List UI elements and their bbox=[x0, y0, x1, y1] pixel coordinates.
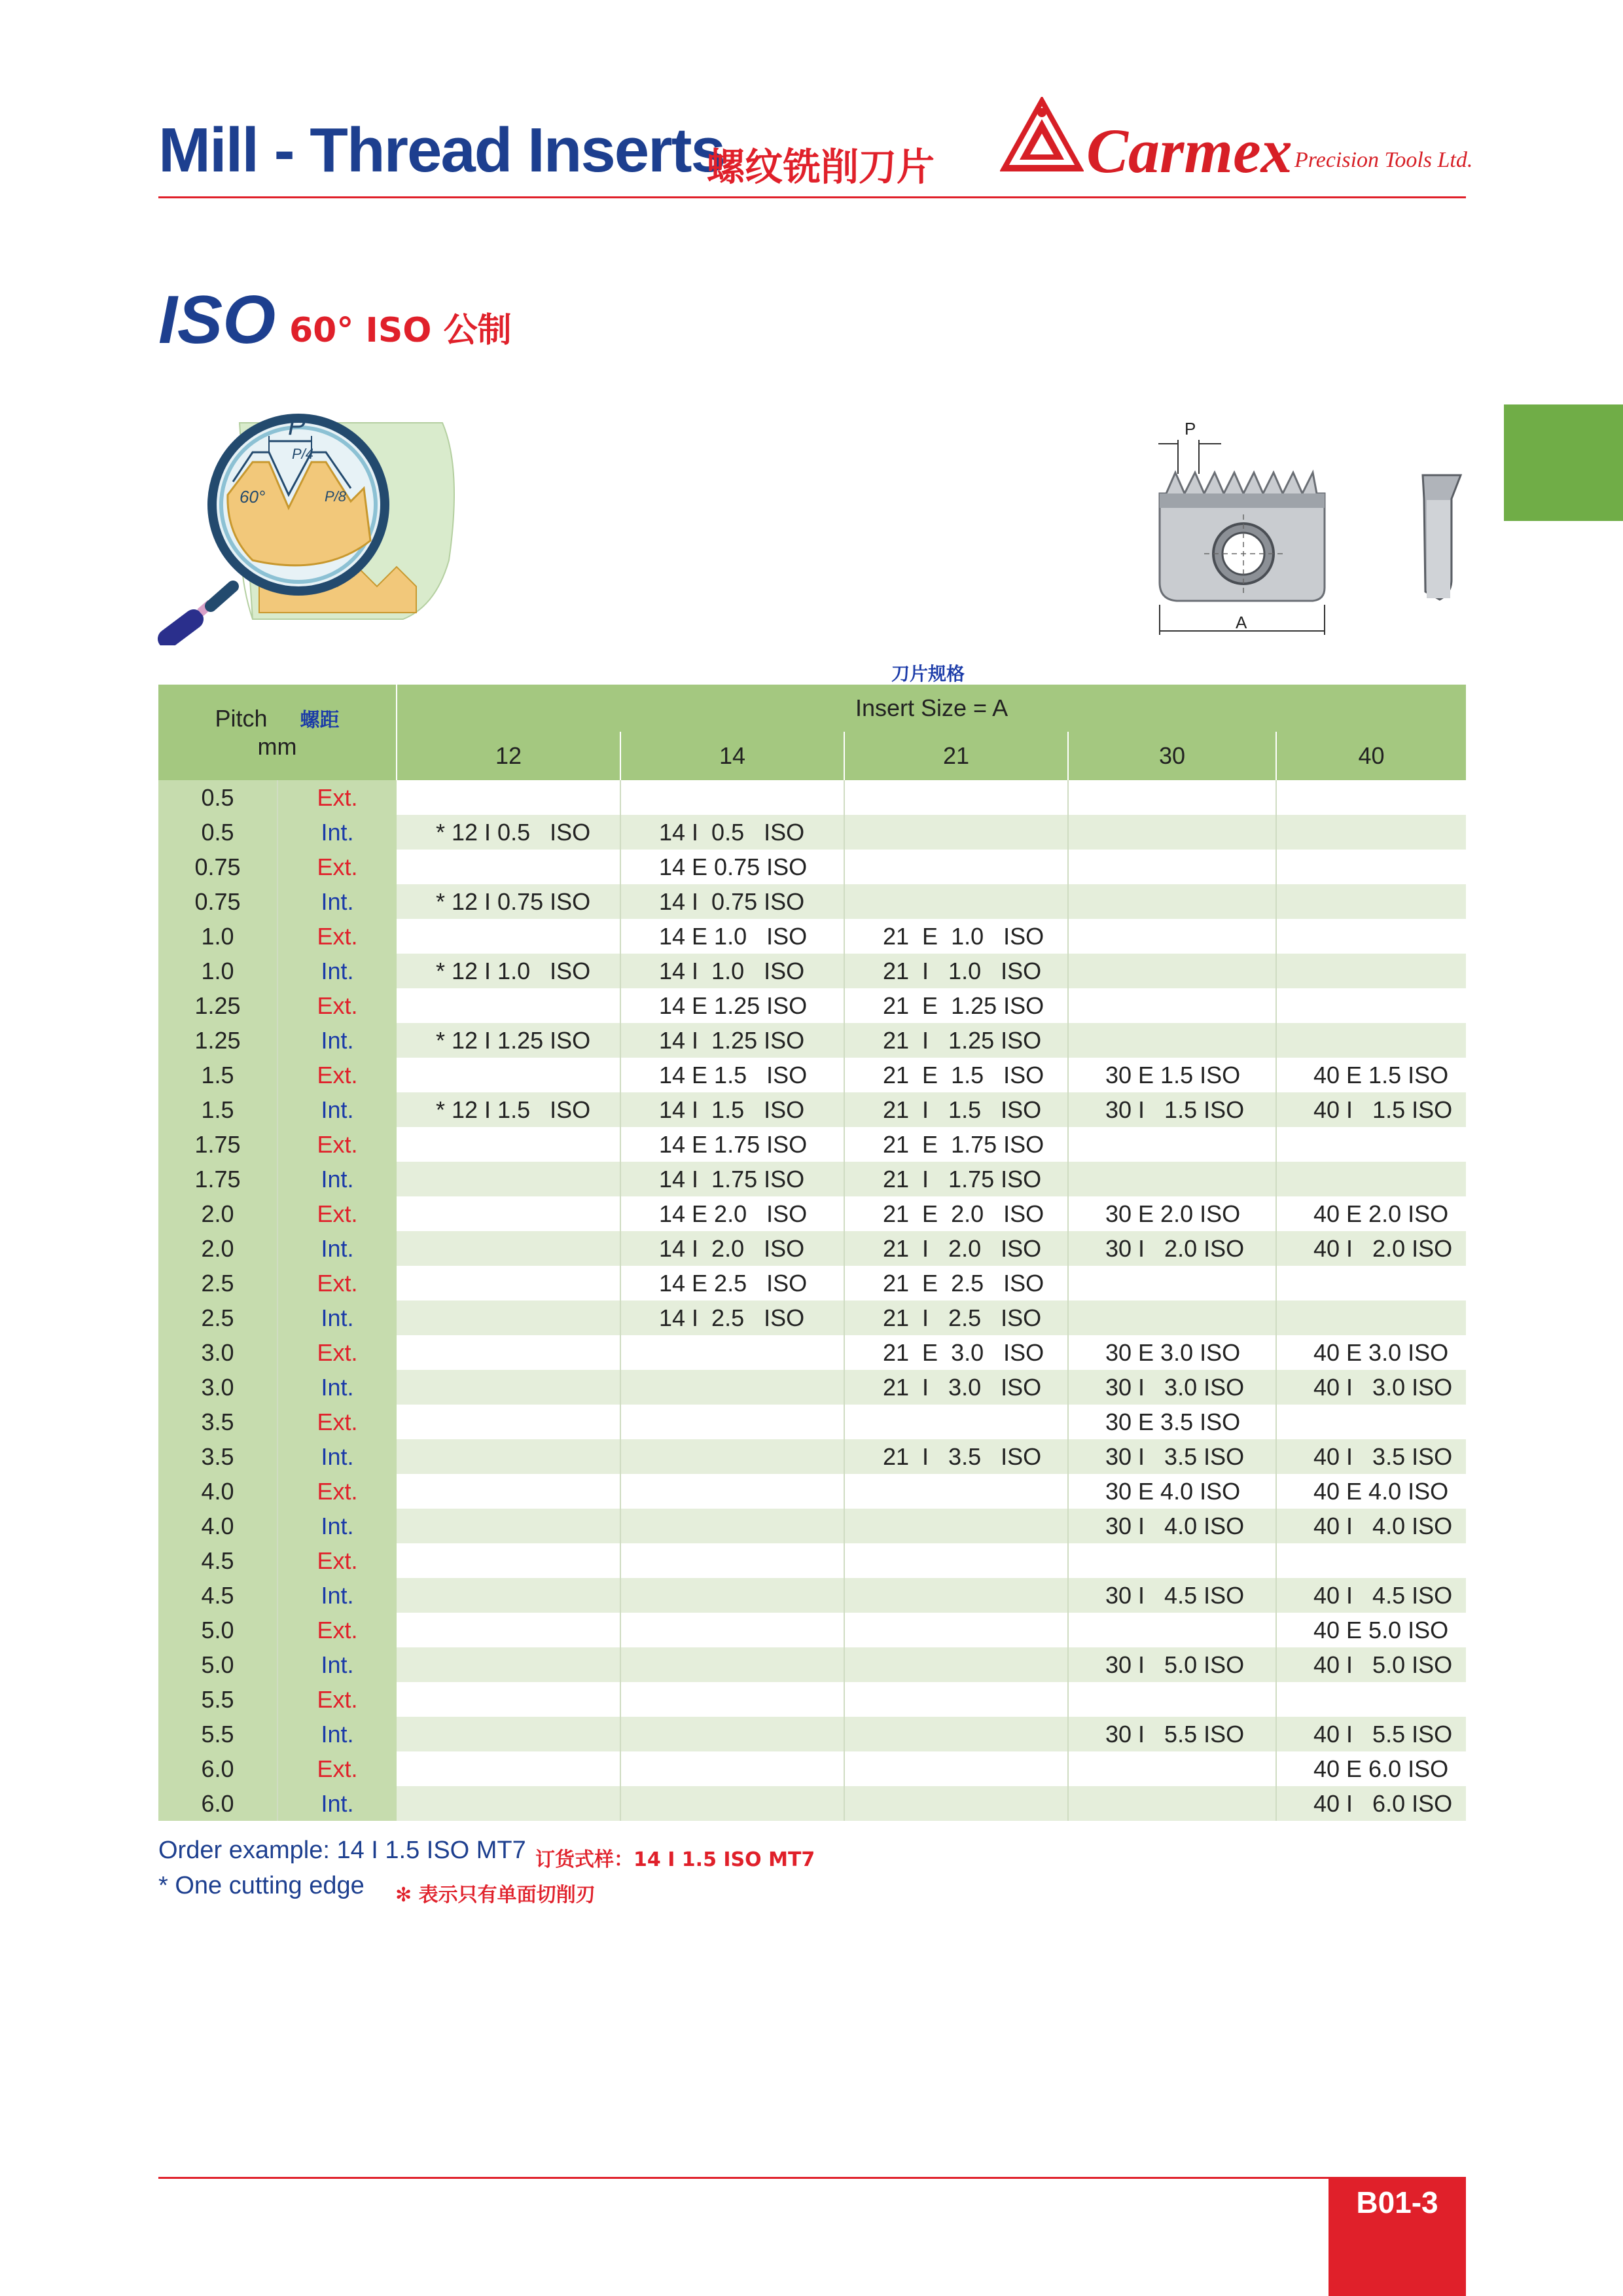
insert-code-cell: 14 I 1.5 ISO bbox=[620, 1092, 844, 1127]
table-row bbox=[158, 815, 1466, 850]
insert-code-cell bbox=[397, 1613, 620, 1647]
table-row bbox=[158, 1300, 1466, 1335]
insert-code-cell bbox=[397, 1231, 620, 1266]
pitch-cell: 6.0 bbox=[158, 1751, 277, 1786]
insert-code-cell bbox=[1276, 1300, 1466, 1335]
insert-code-cell: 30 E 3.5 ISO bbox=[1068, 1405, 1276, 1439]
insert-code-cell bbox=[1068, 1266, 1276, 1300]
insert-code-cell bbox=[1068, 954, 1276, 988]
p4-label: P/4 bbox=[292, 446, 314, 462]
page-title-cn: 螺纹铣削刀片 bbox=[707, 145, 935, 189]
insert-code-cell: * 12 I 0.5 ISO bbox=[397, 815, 620, 850]
thread-type-cell: Ext. bbox=[277, 780, 397, 815]
page-title: Mill - Thread Inserts bbox=[158, 115, 724, 185]
insert-code-cell: * 12 I 1.5 ISO bbox=[397, 1092, 620, 1127]
insert-code-cell: 14 E 0.75 ISO bbox=[620, 850, 844, 884]
insert-code-cell bbox=[397, 1127, 620, 1162]
thread-type-cell: Ext. bbox=[277, 1127, 397, 1162]
pitch-cell: 1.75 bbox=[158, 1162, 277, 1196]
thread-type-cell: Ext. bbox=[277, 1266, 397, 1300]
insert-code-cell: 21 I 1.0 ISO bbox=[844, 954, 1068, 988]
thread-type-cell: Ext. bbox=[277, 1196, 397, 1231]
insert-code-cell bbox=[844, 815, 1068, 850]
insert-code-cell: 21 I 3.5 ISO bbox=[844, 1439, 1068, 1474]
insert-code-cell: 30 I 5.5 ISO bbox=[1068, 1717, 1276, 1751]
insert-code-cell bbox=[1068, 988, 1276, 1023]
table-row bbox=[158, 1127, 1466, 1162]
insert-code-cell bbox=[397, 1266, 620, 1300]
thread-type-cell: Ext. bbox=[277, 1682, 397, 1717]
pitch-cell: 4.5 bbox=[158, 1543, 277, 1578]
insert-code-cell: 30 E 4.0 ISO bbox=[1068, 1474, 1276, 1509]
thread-type-cell: Ext. bbox=[277, 850, 397, 884]
insert-code-cell bbox=[1276, 1405, 1466, 1439]
insert-code-cell bbox=[1068, 919, 1276, 954]
drawing-a-label: A bbox=[1236, 613, 1247, 632]
insert-code-cell bbox=[620, 1786, 844, 1821]
pitch-header: Pitch bbox=[215, 704, 268, 732]
table-row bbox=[158, 1474, 1466, 1509]
pitch-cell: 0.75 bbox=[158, 884, 277, 919]
insert-code-cell: 14 E 1.5 ISO bbox=[620, 1058, 844, 1092]
pitch-cell: 1.0 bbox=[158, 919, 277, 954]
insert-code-cell bbox=[1276, 954, 1466, 988]
pitch-cell: 1.25 bbox=[158, 988, 277, 1023]
insert-code-cell bbox=[397, 780, 620, 815]
table-row bbox=[158, 780, 1466, 815]
thread-type-cell: Ext. bbox=[277, 1335, 397, 1370]
insert-code-cell bbox=[620, 1682, 844, 1717]
carmex-logo-icon bbox=[1000, 97, 1084, 174]
insert-code-cell bbox=[620, 1751, 844, 1786]
insert-code-cell: 14 I 0.5 ISO bbox=[620, 815, 844, 850]
insert-code-cell: 21 E 1.25 ISO bbox=[844, 988, 1068, 1023]
insert-code-cell bbox=[844, 1647, 1068, 1682]
footer-rule bbox=[158, 2177, 1466, 2179]
insert-code-cell bbox=[844, 1578, 1068, 1613]
pitch-cell: 3.5 bbox=[158, 1405, 277, 1439]
insert-code-cell bbox=[397, 1439, 620, 1474]
table-row bbox=[158, 1717, 1466, 1751]
insert-code-cell bbox=[1276, 815, 1466, 850]
insert-code-cell bbox=[1276, 919, 1466, 954]
pitch-cell: 3.0 bbox=[158, 1335, 277, 1370]
insert-code-cell bbox=[1276, 1682, 1466, 1717]
insert-code-cell: 14 I 1.25 ISO bbox=[620, 1023, 844, 1058]
insert-code-cell bbox=[844, 1751, 1068, 1786]
insert-size-header: Insert Size = A bbox=[397, 685, 1466, 732]
insert-code-cell bbox=[397, 1058, 620, 1092]
insert-code-cell bbox=[1276, 1543, 1466, 1578]
insert-code-cell bbox=[844, 1405, 1068, 1439]
pitch-cell: 2.0 bbox=[158, 1231, 277, 1266]
insert-code-cell: 40 I 1.5 ISO bbox=[1276, 1092, 1466, 1127]
insert-code-cell: 30 E 3.0 ISO bbox=[1068, 1335, 1276, 1370]
table-row bbox=[158, 988, 1466, 1023]
thread-type-cell: Ext. bbox=[277, 988, 397, 1023]
insert-code-cell bbox=[397, 1370, 620, 1405]
insert-code-cell bbox=[1068, 1543, 1276, 1578]
insert-code-cell bbox=[1276, 1162, 1466, 1196]
pitch-cell: 2.5 bbox=[158, 1300, 277, 1335]
insert-code-cell: 21 I 1.5 ISO bbox=[844, 1092, 1068, 1127]
insert-code-cell bbox=[1068, 780, 1276, 815]
insert-code-cell bbox=[397, 1751, 620, 1786]
insert-code-cell bbox=[620, 1613, 844, 1647]
insert-code-cell: 21 E 1.5 ISO bbox=[844, 1058, 1068, 1092]
table-row bbox=[158, 1266, 1466, 1300]
thread-type-cell: Int. bbox=[277, 1786, 397, 1821]
pitch-cell: 0.5 bbox=[158, 780, 277, 815]
table-row bbox=[158, 919, 1466, 954]
thread-type-cell: Int. bbox=[277, 1578, 397, 1613]
insert-code-cell bbox=[397, 1405, 620, 1439]
insert-code-cell bbox=[397, 850, 620, 884]
insert-code-cell: 30 E 1.5 ISO bbox=[1068, 1058, 1276, 1092]
thread-type-cell: Int. bbox=[277, 1370, 397, 1405]
thread-type-cell: Int. bbox=[277, 1717, 397, 1751]
insert-code-cell bbox=[844, 1474, 1068, 1509]
insert-code-cell: 40 I 4.0 ISO bbox=[1276, 1509, 1466, 1543]
col-header-21: 21 bbox=[844, 732, 1068, 780]
insert-code-cell: 30 I 3.0 ISO bbox=[1068, 1370, 1276, 1405]
pitch-cell: 4.0 bbox=[158, 1474, 277, 1509]
insert-code-cell bbox=[620, 1717, 844, 1751]
insert-code-cell bbox=[397, 1474, 620, 1509]
header-rule bbox=[158, 196, 1466, 198]
pitch-header-cn: 螺距 bbox=[300, 708, 340, 732]
insert-code-cell: 21 E 1.75 ISO bbox=[844, 1127, 1068, 1162]
insert-drawing bbox=[1113, 415, 1479, 637]
insert-code-cell bbox=[844, 780, 1068, 815]
insert-code-cell: 21 I 1.75 ISO bbox=[844, 1162, 1068, 1196]
insert-code-cell bbox=[397, 1647, 620, 1682]
insert-code-cell: 21 E 1.0 ISO bbox=[844, 919, 1068, 954]
pitch-unit: mm bbox=[257, 732, 297, 760]
insert-code-cell bbox=[844, 884, 1068, 919]
insert-code-cell: 30 E 2.0 ISO bbox=[1068, 1196, 1276, 1231]
thread-type-cell: Int. bbox=[277, 884, 397, 919]
order-example-cn: 订货式样：14 I 1.5 ISO MT7 bbox=[535, 1848, 815, 1871]
thread-type-cell: Int. bbox=[277, 1647, 397, 1682]
insert-code-cell: 21 E 2.5 ISO bbox=[844, 1266, 1068, 1300]
insert-code-cell: 14 E 1.75 ISO bbox=[620, 1127, 844, 1162]
thread-type-cell: Ext. bbox=[277, 1474, 397, 1509]
section-tab bbox=[1504, 404, 1623, 521]
table-row bbox=[158, 1335, 1466, 1370]
insert-code-cell: 40 I 2.0 ISO bbox=[1276, 1231, 1466, 1266]
pitch-cell: 5.0 bbox=[158, 1613, 277, 1647]
insert-code-cell bbox=[620, 780, 844, 815]
table-row bbox=[158, 1543, 1466, 1578]
insert-code-cell: 30 I 2.0 ISO bbox=[1068, 1231, 1276, 1266]
thread-type-cell: Int. bbox=[277, 815, 397, 850]
pitch-cell: 1.5 bbox=[158, 1092, 277, 1127]
insert-code-cell bbox=[397, 1509, 620, 1543]
table-row bbox=[158, 1162, 1466, 1196]
insert-code-cell: 21 I 2.0 ISO bbox=[844, 1231, 1068, 1266]
insert-code-cell bbox=[1276, 850, 1466, 884]
thread-type-cell: Ext. bbox=[277, 1058, 397, 1092]
insert-code-cell bbox=[1068, 1162, 1276, 1196]
table-row bbox=[158, 1613, 1466, 1647]
insert-code-cell: 30 I 1.5 ISO bbox=[1068, 1092, 1276, 1127]
pitch-header-cell bbox=[158, 685, 397, 780]
pitch-cell: 3.0 bbox=[158, 1370, 277, 1405]
insert-code-cell bbox=[620, 1474, 844, 1509]
table-row bbox=[158, 1370, 1466, 1405]
table-row bbox=[158, 1751, 1466, 1786]
thread-type-cell: Int. bbox=[277, 1509, 397, 1543]
insert-code-cell: 40 E 6.0 ISO bbox=[1276, 1751, 1466, 1786]
cutting-edge-note: * One cutting edge bbox=[158, 1872, 365, 1899]
pitch-cell: 2.0 bbox=[158, 1196, 277, 1231]
p8-label: P/8 bbox=[325, 488, 347, 505]
thread-type-cell: Ext. bbox=[277, 1751, 397, 1786]
table-row bbox=[158, 1058, 1466, 1092]
insert-code-cell bbox=[397, 1786, 620, 1821]
pitch-cell: 0.75 bbox=[158, 850, 277, 884]
insert-code-cell bbox=[1276, 1127, 1466, 1162]
insert-code-cell bbox=[1068, 1786, 1276, 1821]
brand-subtitle: Precision Tools Ltd. bbox=[1294, 148, 1473, 172]
table-row bbox=[158, 884, 1466, 919]
insert-code-cell: 40 E 1.5 ISO bbox=[1276, 1058, 1466, 1092]
angle-label: 60° bbox=[240, 487, 266, 507]
insert-code-cell bbox=[1068, 1023, 1276, 1058]
insert-code-cell: 30 I 5.0 ISO bbox=[1068, 1647, 1276, 1682]
insert-code-cell bbox=[1276, 988, 1466, 1023]
insert-code-cell: * 12 I 0.75 ISO bbox=[397, 884, 620, 919]
insert-code-cell bbox=[1068, 1682, 1276, 1717]
pitch-cell: 3.5 bbox=[158, 1439, 277, 1474]
insert-code-cell bbox=[620, 1439, 844, 1474]
insert-code-cell bbox=[844, 1509, 1068, 1543]
insert-code-cell bbox=[1068, 1613, 1276, 1647]
insert-code-cell bbox=[1068, 884, 1276, 919]
table-row bbox=[158, 850, 1466, 884]
insert-code-cell bbox=[397, 1196, 620, 1231]
insert-code-cell: * 12 I 1.25 ISO bbox=[397, 1023, 620, 1058]
table-row bbox=[158, 1786, 1466, 1821]
thread-type-cell: Int. bbox=[277, 954, 397, 988]
insert-code-cell: 14 I 1.0 ISO bbox=[620, 954, 844, 988]
thread-type-cell: Int. bbox=[277, 1300, 397, 1335]
insert-code-cell: 14 I 1.75 ISO bbox=[620, 1162, 844, 1196]
pitch-cell: 1.5 bbox=[158, 1058, 277, 1092]
insert-code-cell: 40 I 5.0 ISO bbox=[1276, 1647, 1466, 1682]
insert-code-cell: 30 I 4.0 ISO bbox=[1068, 1509, 1276, 1543]
insert-code-cell: 21 I 3.0 ISO bbox=[844, 1370, 1068, 1405]
pitch-cell: 6.0 bbox=[158, 1786, 277, 1821]
pitch-cell: 0.5 bbox=[158, 815, 277, 850]
insert-code-cell bbox=[844, 1682, 1068, 1717]
insert-code-cell bbox=[397, 919, 620, 954]
insert-code-cell bbox=[620, 1405, 844, 1439]
insert-code-cell bbox=[620, 1578, 844, 1613]
insert-table bbox=[158, 685, 1466, 1821]
section-subtitle: 60° ISO 公制 bbox=[289, 311, 512, 350]
insert-code-cell: 40 E 3.0 ISO bbox=[1276, 1335, 1466, 1370]
insert-code-cell bbox=[844, 1543, 1068, 1578]
drawing-p-label: P bbox=[1185, 419, 1196, 439]
insert-code-cell: 40 E 4.0 ISO bbox=[1276, 1474, 1466, 1509]
thread-type-cell: Int. bbox=[277, 1231, 397, 1266]
insert-code-cell bbox=[1068, 850, 1276, 884]
insert-code-cell bbox=[397, 1578, 620, 1613]
insert-code-cell bbox=[397, 1717, 620, 1751]
insert-code-cell: 40 I 6.0 ISO bbox=[1276, 1786, 1466, 1821]
insert-code-cell: 40 E 2.0 ISO bbox=[1276, 1196, 1466, 1231]
col-header-30: 30 bbox=[1068, 732, 1276, 780]
thread-type-cell: Int. bbox=[277, 1023, 397, 1058]
insert-code-cell: 40 I 3.5 ISO bbox=[1276, 1439, 1466, 1474]
insert-code-cell bbox=[1276, 780, 1466, 815]
table-row bbox=[158, 1682, 1466, 1717]
pitch-cell: 1.75 bbox=[158, 1127, 277, 1162]
insert-code-cell: 40 E 5.0 ISO bbox=[1276, 1613, 1466, 1647]
insert-code-cell bbox=[397, 1335, 620, 1370]
insert-code-cell: * 12 I 1.0 ISO bbox=[397, 954, 620, 988]
insert-code-cell: 21 I 2.5 ISO bbox=[844, 1300, 1068, 1335]
pitch-cell: 1.25 bbox=[158, 1023, 277, 1058]
insert-code-cell: 14 E 2.5 ISO bbox=[620, 1266, 844, 1300]
table-row bbox=[158, 1023, 1466, 1058]
thread-type-cell: Ext. bbox=[277, 1613, 397, 1647]
thread-type-cell: Ext. bbox=[277, 1543, 397, 1578]
insert-code-cell bbox=[1068, 815, 1276, 850]
insert-code-cell: 14 E 1.25 ISO bbox=[620, 988, 844, 1023]
insert-code-cell: 21 I 1.25 ISO bbox=[844, 1023, 1068, 1058]
table-row bbox=[158, 1647, 1466, 1682]
insert-code-cell: 14 E 2.0 ISO bbox=[620, 1196, 844, 1231]
insert-code-cell bbox=[844, 1786, 1068, 1821]
insert-code-cell bbox=[397, 1543, 620, 1578]
insert-code-cell bbox=[620, 1543, 844, 1578]
pitch-cell: 4.0 bbox=[158, 1509, 277, 1543]
table-row bbox=[158, 1439, 1466, 1474]
brand-name: Carmex bbox=[1086, 116, 1293, 186]
table-row bbox=[158, 1405, 1466, 1439]
insert-code-cell bbox=[397, 988, 620, 1023]
thread-profile-illustration bbox=[154, 390, 469, 645]
pitch-cell: 2.5 bbox=[158, 1266, 277, 1300]
insert-code-cell: 30 I 3.5 ISO bbox=[1068, 1439, 1276, 1474]
insert-code-cell bbox=[1276, 1023, 1466, 1058]
insert-code-cell bbox=[1068, 1127, 1276, 1162]
insert-code-cell: 21 E 3.0 ISO bbox=[844, 1335, 1068, 1370]
insert-code-cell bbox=[397, 1682, 620, 1717]
insert-code-cell: 21 E 2.0 ISO bbox=[844, 1196, 1068, 1231]
insert-code-cell bbox=[397, 1300, 620, 1335]
pitch-cell: 1.0 bbox=[158, 954, 277, 988]
insert-code-cell bbox=[1068, 1300, 1276, 1335]
section-title: ISO bbox=[158, 282, 276, 358]
insert-code-cell bbox=[1276, 884, 1466, 919]
table-row bbox=[158, 1092, 1466, 1127]
pitch-cell: 5.0 bbox=[158, 1647, 277, 1682]
thread-type-cell: Ext. bbox=[277, 919, 397, 954]
thread-type-cell: Int. bbox=[277, 1162, 397, 1196]
insert-code-cell bbox=[620, 1370, 844, 1405]
insert-code-cell: 40 I 4.5 ISO bbox=[1276, 1578, 1466, 1613]
thread-type-cell: Int. bbox=[277, 1439, 397, 1474]
pitch-cell: 5.5 bbox=[158, 1717, 277, 1751]
insert-code-cell bbox=[1276, 1266, 1466, 1300]
insert-code-cell bbox=[620, 1647, 844, 1682]
insert-code-cell: 14 E 1.0 ISO bbox=[620, 919, 844, 954]
insert-code-cell bbox=[1068, 1751, 1276, 1786]
pitch-cell: 5.5 bbox=[158, 1682, 277, 1717]
thread-type-cell: Ext. bbox=[277, 1405, 397, 1439]
col-header-14: 14 bbox=[620, 732, 844, 780]
insert-code-cell: 14 I 2.5 ISO bbox=[620, 1300, 844, 1335]
insert-code-cell: 40 I 5.5 ISO bbox=[1276, 1717, 1466, 1751]
insert-code-cell: 14 I 0.75 ISO bbox=[620, 884, 844, 919]
table-row bbox=[158, 1231, 1466, 1266]
insert-code-cell: 14 I 2.0 ISO bbox=[620, 1231, 844, 1266]
insert-code-cell: 40 I 3.0 ISO bbox=[1276, 1370, 1466, 1405]
insert-code-cell bbox=[620, 1335, 844, 1370]
pitch-cell: 4.5 bbox=[158, 1578, 277, 1613]
table-row bbox=[158, 1578, 1466, 1613]
table-caption-cn: 刀片规格 bbox=[891, 663, 965, 685]
insert-code-cell bbox=[844, 1613, 1068, 1647]
col-header-40: 40 bbox=[1276, 732, 1466, 780]
cutting-edge-note-cn: ✻ 表示只有单面切削刃 bbox=[395, 1884, 596, 1907]
insert-code-cell bbox=[844, 850, 1068, 884]
insert-code-cell bbox=[620, 1509, 844, 1543]
thread-type-cell: Int. bbox=[277, 1092, 397, 1127]
table-row bbox=[158, 1509, 1466, 1543]
page-number: B01-3 bbox=[1356, 2185, 1438, 2219]
insert-code-cell bbox=[844, 1717, 1068, 1751]
order-example: Order example: 14 I 1.5 ISO MT7 bbox=[158, 1837, 526, 1864]
insert-code-cell bbox=[397, 1162, 620, 1196]
pitch-label: P bbox=[288, 412, 306, 440]
table-row bbox=[158, 1196, 1466, 1231]
col-header-12: 12 bbox=[397, 732, 620, 780]
table-row bbox=[158, 954, 1466, 988]
insert-code-cell: 30 I 4.5 ISO bbox=[1068, 1578, 1276, 1613]
